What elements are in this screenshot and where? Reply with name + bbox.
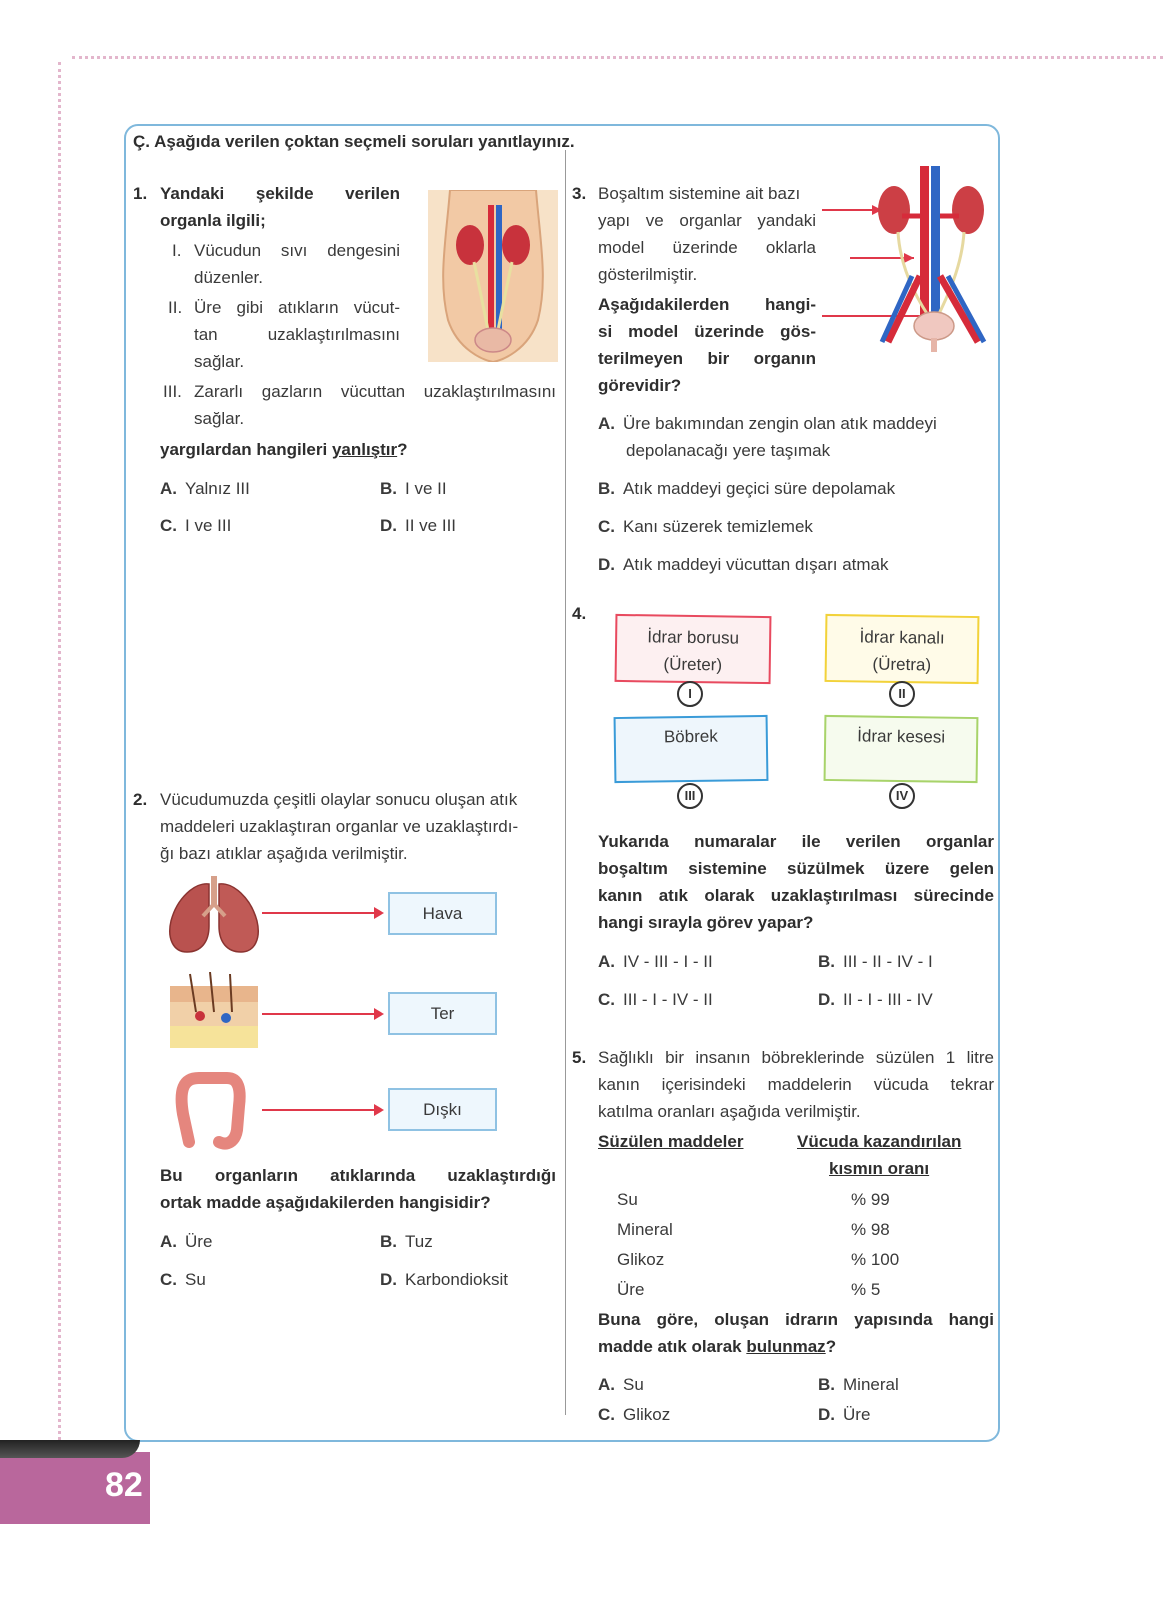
table-cell-name: Üre <box>617 1280 645 1299</box>
q1-stem-line2: organla ilgili; <box>160 211 266 230</box>
table-cell-rate: % 5 <box>851 1280 881 1299</box>
q4-question-line: Yukarıda numaralar ile verilen organlar <box>598 832 994 851</box>
q2-stem-line: ğı bazı atıklar aşağıda verilmiştir. <box>160 844 408 863</box>
organ-card-bladder <box>824 715 979 783</box>
roman-badge: II <box>889 681 915 707</box>
table-header-rate-line2: kısmın oranı <box>829 1159 930 1178</box>
q5-stem-line: kanın içerisindeki maddelerin vücuda tekrar <box>598 1075 994 1094</box>
option-c[interactable]: C. III - I - IV - II <box>598 990 713 1009</box>
table-cell-rate: % 99 <box>851 1190 890 1209</box>
option-a[interactable]: A. Üre <box>160 1232 213 1251</box>
card-label: İdrar kanalı <box>859 627 945 648</box>
table-cell-rate: % 98 <box>851 1220 890 1239</box>
roman-badge: IV <box>889 783 915 809</box>
q3-stem-line: yapı ve organlar yandaki <box>598 211 816 230</box>
q1-question: yargılardan hangileri yanlıştır? <box>160 440 408 459</box>
q1-item-roman: I. <box>172 241 182 260</box>
table-cell-rate: % 100 <box>851 1250 900 1269</box>
q3-question-line: Aşağıdakilerden hangi- <box>598 295 816 314</box>
option-d[interactable]: D. Atık maddeyi vücuttan dışarı atmak <box>598 555 889 574</box>
section-heading: Ç. Aşağıda verilen çoktan seçmeli soruları yanıtlayınız. <box>133 132 575 151</box>
q3-number: 3. <box>572 184 587 203</box>
option-d[interactable]: D. II - I - III - IV <box>818 990 933 1009</box>
option-b[interactable]: B. I ve II <box>380 479 447 498</box>
q2-question-line: ortak madde aşağıdakilerden hangisidir? <box>160 1193 491 1212</box>
waste-box-diski: Dışkı <box>388 1088 497 1131</box>
option-b[interactable]: B. Tuz <box>380 1232 433 1251</box>
q1-item-text: Üre gibi atıkların vücut- <box>194 298 400 317</box>
waste-box-ter: Ter <box>388 992 497 1035</box>
arrow-skin <box>262 1013 382 1015</box>
organ-card-ureter <box>615 614 772 684</box>
option-a[interactable]: A. Üre bakımından zengin olan atık maddeyi <box>598 414 937 433</box>
option-a-line2: depolanacağı yere taşımak <box>626 441 831 460</box>
large-intestine-icon <box>175 1070 247 1150</box>
q1-stem-line1: Yandaki şekilde verilen <box>160 184 400 203</box>
option-b[interactable]: B. Mineral <box>818 1375 899 1394</box>
page-tab-shadow <box>0 1440 140 1458</box>
table-cell-name: Mineral <box>617 1220 673 1239</box>
q4-number: 4. <box>572 604 587 623</box>
q4-question-line: hangi sırayla görev yapar? <box>598 913 814 932</box>
left-dotted-border <box>58 62 61 1452</box>
option-b[interactable]: B. Atık maddeyi geçici süre depolamak <box>598 479 896 498</box>
q1-item-text: Vücudun sıvı dengesini <box>194 241 400 260</box>
waste-box-hava: Hava <box>388 892 497 935</box>
option-a[interactable]: A. Su <box>598 1375 644 1394</box>
top-dotted-border <box>72 56 1163 59</box>
q1-item-text: sağlar. <box>194 352 245 371</box>
q5-stem-line: Sağlıklı bir insanın böbreklerinde süzülen 1 litre <box>598 1048 994 1067</box>
q2-stem-line: maddeleri uzaklaştıran organlar ve uzaklaştırdı- <box>160 817 519 836</box>
q5-number: 5. <box>572 1048 587 1067</box>
option-c[interactable]: C. Kanı süzerek temizlemek <box>598 517 813 536</box>
q3-question-line: si model üzerinde gös- <box>598 322 816 341</box>
option-c[interactable]: C. I ve III <box>160 516 232 535</box>
q4-question-line: kanın atık olarak uzaklaştırılması sürecinde <box>598 886 994 905</box>
option-d[interactable]: D. Üre <box>818 1405 871 1424</box>
q1-item-text: tan uzaklaştırılmasını <box>194 325 400 344</box>
card-label: Böbrek <box>663 726 718 747</box>
table-cell-name: Su <box>617 1190 638 1209</box>
option-c[interactable]: C. Glikoz <box>598 1405 671 1424</box>
arrow-intestine <box>262 1109 382 1111</box>
urinary-system-body-illustration <box>428 190 558 362</box>
q3-stem-line: model üzerinde oklarla <box>598 238 816 257</box>
card-label: İdrar borusu <box>647 627 740 648</box>
card-label: İdrar kesesi <box>857 726 946 747</box>
arrow-lungs <box>262 912 382 914</box>
option-c[interactable]: C. Su <box>160 1270 206 1289</box>
q3-stem-line: Boşaltım sistemine ait bazı <box>598 184 801 203</box>
q5-stem-line: katılma oranları aşağıda verilmiştir. <box>598 1102 861 1121</box>
q2-number: 2. <box>133 790 148 809</box>
table-header-rate: Vücuda kazandırılan <box>797 1132 962 1151</box>
q3-question-line: görevidir? <box>598 376 682 395</box>
q5-question-line: Buna göre, oluşan idrarın yapısında hangi <box>598 1310 994 1329</box>
card-sublabel: (Üretra) <box>872 654 932 675</box>
page-number: 82 <box>105 1466 143 1504</box>
q1-item-roman: III. <box>163 382 182 401</box>
roman-badge: III <box>677 783 703 809</box>
organ-card-urethra <box>825 614 980 684</box>
option-a[interactable]: A. IV - III - I - II <box>598 952 713 971</box>
table-cell-name: Glikoz <box>617 1250 665 1269</box>
q1-item-roman: II. <box>168 298 183 317</box>
skin-icon <box>170 972 258 1048</box>
q2-stem-line: Vücudumuzda çeşitli olaylar sonucu oluşan atık <box>160 790 518 809</box>
q3-question-line: terilmeyen bir organın <box>598 349 816 368</box>
kidney-model-illustration <box>822 166 998 362</box>
option-a[interactable]: A. Yalnız III <box>160 479 250 498</box>
option-b[interactable]: B. III - II - IV - I <box>818 952 933 971</box>
q2-question-line: Bu organların atıklarında uzaklaştırdığı <box>160 1166 556 1185</box>
organ-card-kidney <box>614 715 769 783</box>
q1-item-text: Zararlı gazların vücuttan uzaklaştırılmasını <box>194 382 556 401</box>
q5-question-line: madde atık olarak bulunmaz? <box>598 1337 837 1356</box>
roman-badge: I <box>677 681 703 707</box>
q1-item-text: düzenler. <box>194 268 263 287</box>
q3-stem-line: gösterilmiştir. <box>598 265 698 284</box>
column-divider <box>565 150 566 1415</box>
lungs-icon <box>165 876 263 956</box>
card-sublabel: (Üreter) <box>663 654 723 675</box>
option-d[interactable]: D. II ve III <box>380 516 457 535</box>
option-d[interactable]: D. Karbondioksit <box>380 1270 509 1289</box>
q1-number: 1. <box>133 184 148 203</box>
table-header-substances: Süzülen maddeler <box>598 1132 744 1151</box>
q1-item-text: sağlar. <box>194 409 245 428</box>
q4-question-line: boşaltım sistemine süzülmek üzere gelen <box>598 859 994 878</box>
